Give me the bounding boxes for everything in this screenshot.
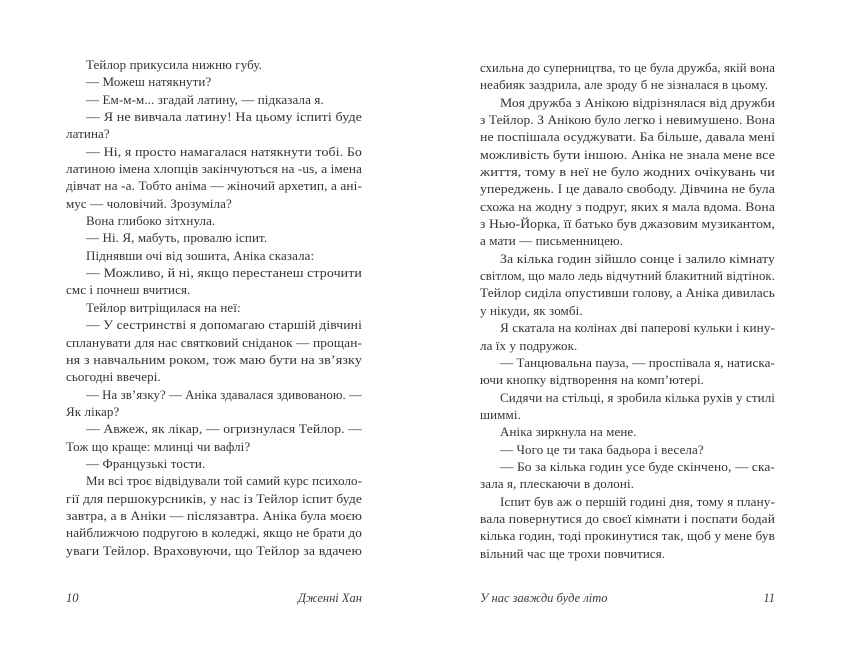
text-line: — Я не вивчала латину! На цьому іспиті буде: [86, 109, 362, 125]
text-line: смс і почнеш вчитися.: [66, 282, 191, 298]
text-line: Тейлор сиділа опустивши голову, а Аніка дивилась: [480, 285, 775, 301]
text-line: ла їх у подружок.: [480, 337, 578, 353]
text-line: завтра, а в Аніки — післязавтра. Аніка була моєю: [66, 507, 362, 523]
text-line: схожа на жодну з подруг, яких я мала вдома. Вона: [480, 198, 775, 214]
text-line: — У сестринстві я допомагаю старшій дівчині: [86, 317, 362, 333]
text-line: — Бо за кілька годин усе буде скінчено, — ска-: [500, 458, 775, 474]
text-line: Я скатала на колінах дві паперові кульки і кину-: [500, 320, 775, 336]
left-page-footer: [66, 591, 362, 606]
text-line: Іспит був аж о першій годині дня, тому я плану-: [500, 493, 775, 509]
text-line: шиммі.: [480, 406, 521, 422]
text-line: у нікуди, як зомбі.: [480, 302, 583, 318]
text-line: не поспішала осуджувати. Ба більше, давала мені: [480, 129, 775, 145]
text-line: ня з навчальним роком, тож маю бути на зв’язку: [66, 351, 362, 367]
text-line: Як лікар?: [66, 403, 120, 419]
text-line: життя, тому в неї не було жодних очікувань чи: [480, 164, 775, 180]
text-line: дівчат на -а. Тобто аніма — жіночий архетип, а ані-: [66, 178, 362, 194]
text-line: Сидячи на стільці, я зробила кілька рухів у стилі: [500, 389, 775, 405]
text-line: неабияк заздрила, але зроду б не зізналася в цьому.: [480, 77, 769, 93]
text-line: а мати — письменницею.: [480, 233, 624, 249]
text-line: — Можливо, й ні, якщо перестанеш строчити: [86, 265, 362, 281]
text-line: упереджень. І це давало свободу. Дівчина не була: [480, 181, 775, 197]
right-running-title: У нас завжди буде літо: [480, 591, 608, 605]
text-line: — Ні, я просто намагалася натякнути тобі. Бо: [86, 143, 362, 159]
text-line: схильна до суперництва, то це була дружба, якій вона: [480, 60, 775, 75]
text-line: Вона глибоко зітхнула.: [86, 213, 216, 229]
text-line: Ми всі троє відвідували той самий курс психоло-: [86, 473, 362, 489]
text-line: Піднявши очі від зошита, Аніка сказала:: [86, 247, 315, 263]
text-line: — На зв’язку? — Аніка здавалася здивованою. —: [86, 386, 362, 402]
text-line: мус — чоловічий. Зрозуміла?: [66, 195, 232, 211]
text-line: ючи кнопку відтворення на комп’ютері.: [480, 372, 705, 388]
text-line: уваги Тейлор. Враховуючи, що Тейлор за вдачею: [66, 542, 362, 558]
text-line: сьогодні ввечері.: [66, 369, 161, 385]
text-line: зала я, плескаючи в долоні.: [480, 476, 635, 492]
left-page-text: [66, 56, 362, 559]
text-line: латина?: [66, 126, 110, 142]
text-line: вільний час ще трохи повчитися.: [480, 545, 666, 561]
text-line: спланувати для нас святковий сніданок — прощан-: [66, 334, 362, 350]
text-line: Аніка зиркнула на мене.: [500, 424, 637, 440]
text-line: кілька годин, тоді прокинутися так, щоб у мене був: [480, 528, 775, 544]
text-line: — Авжеж, як лікар, — огризнулася Тейлор. —: [86, 421, 362, 437]
text-line: з Нью-Йорка, її батько був джазовим музикантом,: [480, 216, 775, 232]
text-line: — Ні. Я, мабуть, провалю іспит.: [86, 230, 268, 246]
text-line: латиною імена хлопців закінчуються на -us, а імена: [66, 161, 362, 177]
text-line: — Можеш натякнути?: [86, 74, 212, 90]
left-page-number: 10: [66, 591, 79, 605]
text-line: вала повернутися до своєї кімнати і поспати бодай: [480, 510, 775, 526]
text-line: гії для першокурсників, у нас із Тейлор іспит буде: [66, 490, 362, 506]
text-line: найближчою подругою в коледжі, якщо не брати до: [66, 525, 362, 541]
text-line: Тейлор витріщилася на неї:: [86, 299, 241, 315]
text-line: — Французькі тости.: [86, 455, 206, 471]
text-line: можливість бути іншою. Аніка не знала мене все: [480, 146, 775, 162]
text-line: — Танцювальна пауза, — проспівала я, натиска-: [500, 354, 775, 370]
text-line: Тож що краще: млинці чи вафлі?: [66, 438, 251, 454]
right-page-footer: [480, 591, 775, 606]
left-running-title: Дженні Хан: [297, 591, 362, 605]
text-line: — Ем-м-м... згадай латину, — підказала я.: [86, 91, 324, 107]
right-page-text: [480, 59, 775, 562]
text-line: Тейлор прикусила нижню губу.: [86, 57, 263, 72]
text-line: — Чого це ти така бадьора і весела?: [500, 441, 704, 457]
right-page-number: 11: [763, 591, 775, 605]
text-line: За кілька годин зійшло сонце і залило кімнату: [500, 250, 775, 266]
text-line: з Тейлор. З Анікою було легко і невимушено. Вона: [480, 112, 775, 128]
text-line: світлом, що мало ледь відчутний блакитний відтінок.: [480, 268, 775, 284]
text-line: Моя дружба з Анікою відрізнялася від дружби: [500, 94, 775, 110]
